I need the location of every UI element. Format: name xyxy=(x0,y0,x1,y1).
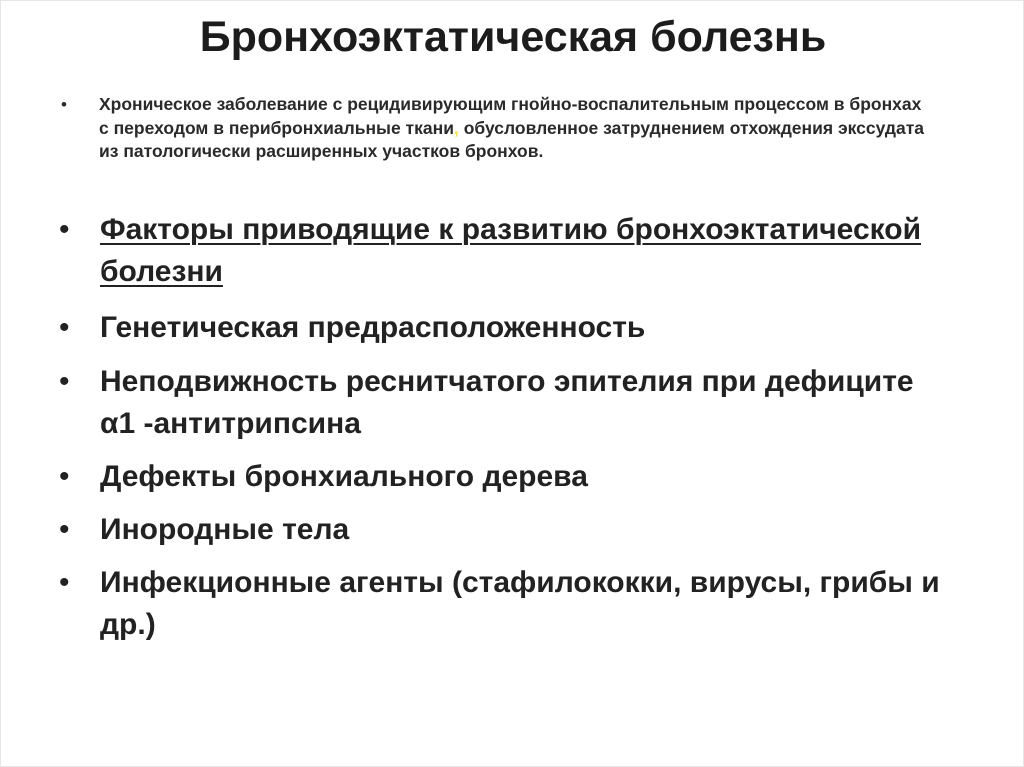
factors-heading: Факторы приводящие к развитию бронхоэктатической болезни xyxy=(100,213,922,288)
factors-heading-item xyxy=(59,209,959,293)
factor-text: Генетическая предрасположенность xyxy=(100,311,646,344)
factor-item xyxy=(59,562,959,646)
factor-item xyxy=(59,361,959,445)
factor-item xyxy=(59,509,959,551)
bullet-icon: • xyxy=(59,513,70,546)
definition-text xyxy=(99,93,929,164)
definition-end: обусловленное затруднением отхождения экссудата из патологически расширенных участков бронхов. xyxy=(99,117,925,161)
factor-item xyxy=(59,307,959,349)
bullet-icon: • xyxy=(59,311,70,344)
factor-item xyxy=(59,456,959,498)
bullet-icon: • xyxy=(59,566,70,599)
slide-title: Бронхоэктатическая болезнь xyxy=(199,13,827,61)
factor-text: Инфекционные агенты (стафилококки, вирусы, грибы и др.) xyxy=(100,566,940,641)
definition-item xyxy=(59,93,959,164)
factor-text: Неподвижность реснитчатого эпителия при дефиците α1 -антитрипсина xyxy=(100,365,914,440)
definition-main: Хроническое заболевание с рецидивирующим гнойно-воспалительным процессом в бронхах с переходом в перибронхиальные ткани xyxy=(99,94,922,138)
factor-text: Дефекты бронхиального дерева xyxy=(100,460,588,493)
definition-comma: , xyxy=(453,117,459,138)
bullet-icon: • xyxy=(61,95,67,114)
bullet-icon: • xyxy=(59,365,70,398)
bullet-icon: • xyxy=(59,213,70,246)
bullet-icon: • xyxy=(59,460,70,493)
factor-text: Инородные тела xyxy=(100,513,350,546)
